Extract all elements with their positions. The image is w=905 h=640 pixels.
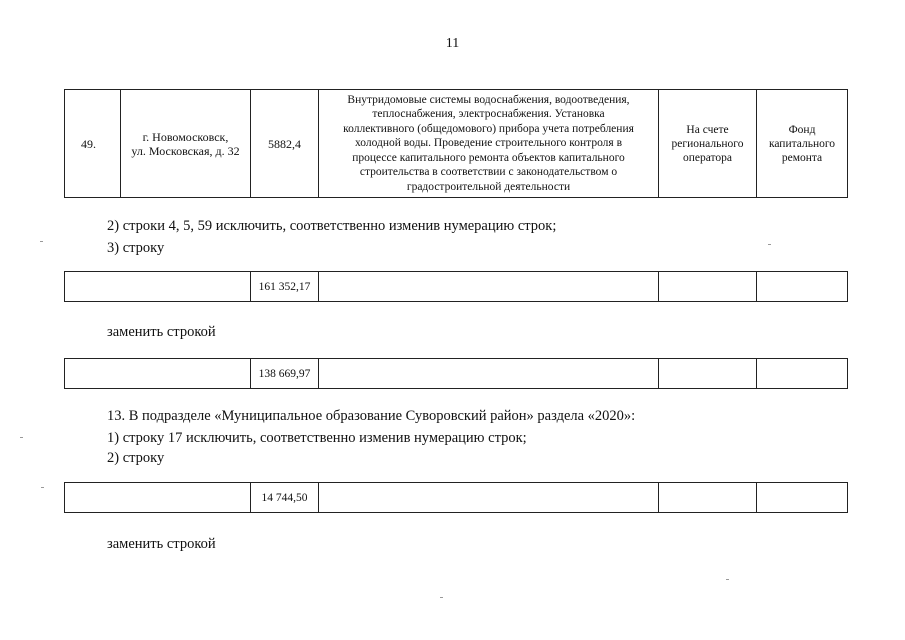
work-line: холодной воды. Проведение строительного контроля в [354,137,623,150]
work-line: процессе капитального ремонта объектов капитального [352,151,625,164]
empty-cell [659,359,757,389]
work-line: коллективного (общедомового) прибора учета потребления [343,122,634,135]
total-value-cell: 138 669,97 [251,359,319,389]
account-line: оператора [682,151,733,164]
table-row [65,90,848,198]
fund-line: ремонта [781,151,823,164]
old-total-row-a [64,271,848,302]
paragraph: 2) строки 4, 5, 59 исключить, соответственно изменив нумерацию строк; [107,218,557,234]
scan-speck [768,244,771,245]
paragraph: заменить строкой [107,536,216,552]
scan-speck [440,597,443,598]
scan-speck [20,437,23,438]
table-row [65,359,848,389]
empty-cell [65,359,251,389]
scan-speck [726,579,729,580]
address-line: ул. Московская, д. 32 [131,143,240,158]
work-description-cell [319,90,659,198]
scan-speck [40,241,43,242]
fund-line: капитального [768,137,836,150]
empty-cell [319,359,659,389]
total-value-cell: 14 744,50 [251,483,319,513]
section-heading: 13. В подразделе «Муниципальное образование Суворовский район» раздела «2020»: [107,408,636,424]
work-line: градостроительной деятельности [406,180,571,193]
empty-cell [659,272,757,302]
table-row [65,272,848,302]
account-cell [659,90,757,198]
empty-cell [319,272,659,302]
address-cell [121,90,251,198]
empty-cell [757,359,848,389]
table-row [65,483,848,513]
empty-cell [659,483,757,513]
table-row-49 [64,89,848,198]
work-line: Внутридомовые системы водоснабжения, водоотведения, [347,94,630,107]
page-number: 11 [445,36,460,51]
scan-speck [41,487,44,488]
paragraph: 1) строку 17 исключить, соответственно изменив нумерацию строк; [107,430,527,446]
paragraph: 3) строку [107,240,165,256]
address-line: г. Новомосковск, [142,129,229,144]
fund-line: Фонд [788,123,816,136]
empty-cell [757,272,848,302]
empty-cell [65,272,251,302]
work-line: строительства в соответствии с законодательством о [359,166,618,179]
account-line: На счете [686,123,729,136]
new-total-row-a [64,358,848,389]
paragraph: 2) строку [107,450,165,466]
area-cell: 5882,4 [251,90,319,198]
empty-cell [757,483,848,513]
row-number: 49. [65,90,121,198]
paragraph: заменить строкой [107,324,216,340]
fund-cell [757,90,848,198]
account-line: регионального [671,137,744,150]
old-total-row-b [64,482,848,513]
total-value-cell: 161 352,17 [251,272,319,302]
work-line: теплоснабжения, электроснабжения. Установка [372,108,605,121]
empty-cell [319,483,659,513]
empty-cell [65,483,251,513]
